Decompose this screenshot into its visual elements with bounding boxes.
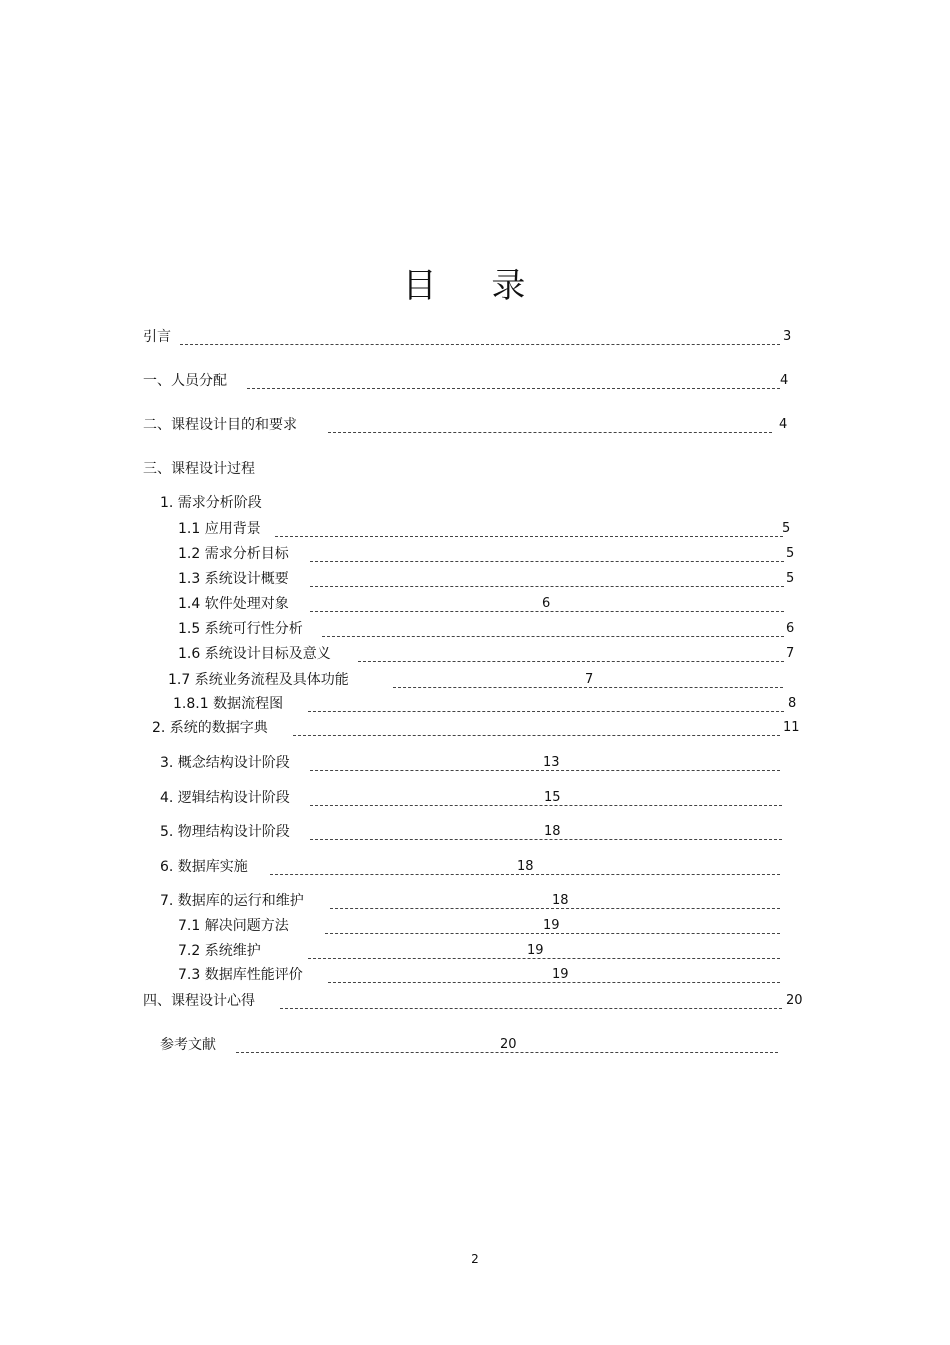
page-number: 2 [471, 1252, 479, 1266]
toc-entry-label: 一、人员分配 [143, 373, 227, 389]
toc-entry[interactable] [160, 823, 860, 843]
toc-dot-leader [310, 586, 784, 587]
toc-entry[interactable] [152, 719, 860, 739]
toc-entry-label: 1.3 系统设计概要 [178, 571, 289, 587]
toc-entry-page: 6 [542, 596, 551, 611]
toc-entry-label: 1. 需求分析阶段 [160, 495, 262, 511]
toc-entry-label: 1.2 需求分析目标 [178, 546, 289, 562]
toc-entry-label: 1.6 系统设计目标及意义 [178, 646, 331, 662]
toc-dot-leader [275, 536, 783, 537]
toc-entry-page: 18 [552, 893, 569, 908]
toc-entry-page: 19 [543, 918, 560, 933]
toc-entry-label: 1.4 软件处理对象 [178, 596, 289, 612]
toc-entry-label: 7.1 解决问题方法 [178, 918, 289, 934]
toc-entry-label: 3. 概念结构设计阶段 [160, 755, 290, 771]
toc-entry-page: 4 [779, 417, 788, 432]
toc-entry-page: 5 [786, 571, 795, 586]
toc-entry[interactable] [178, 595, 860, 615]
toc-entry[interactable] [168, 671, 860, 691]
toc-entry-page: 6 [786, 621, 795, 636]
toc-entry-label: 二、课程设计目的和要求 [143, 417, 297, 433]
toc-entry-label: 7.3 数据库性能评价 [178, 967, 303, 983]
toc-entry-label: 1.8.1 数据流程图 [173, 696, 284, 712]
toc-entry-label: 2. 系统的数据字典 [152, 720, 268, 736]
toc-entry[interactable] [143, 372, 860, 392]
toc-entry-label: 1.7 系统业务流程及具体功能 [168, 672, 349, 688]
toc-entry-label: 1.1 应用背景 [178, 521, 261, 537]
toc-dot-leader [310, 561, 784, 562]
toc-entry[interactable] [143, 416, 860, 436]
toc-entry-page: 13 [543, 755, 560, 770]
toc-entry[interactable] [178, 545, 860, 565]
toc-dot-leader [328, 432, 772, 433]
toc-title: 目 录 [402, 266, 548, 306]
toc-dot-leader [180, 344, 780, 345]
toc-entry-page: 7 [585, 672, 594, 687]
toc-entry[interactable] [160, 892, 860, 912]
toc-dot-leader [247, 388, 780, 389]
toc-entry-label: 6. 数据库实施 [160, 859, 248, 875]
toc-entry-label: 5. 物理结构设计阶段 [160, 824, 290, 840]
toc-entry[interactable] [178, 520, 860, 540]
toc-entry-page: 8 [788, 696, 797, 711]
toc-entry[interactable] [160, 1036, 860, 1056]
toc-entry[interactable] [178, 620, 860, 640]
toc-entry-label: 参考文献 [160, 1037, 216, 1053]
toc-entry[interactable] [178, 645, 860, 665]
toc-entry-label: 4. 逻辑结构设计阶段 [160, 790, 290, 806]
toc-entry-label: 引言 [143, 329, 171, 345]
toc-entry-page: 20 [500, 1037, 517, 1052]
toc-entry[interactable] [178, 942, 860, 962]
toc-entry-page: 11 [783, 720, 800, 735]
toc-entry-label: 7.2 系统维护 [178, 943, 261, 959]
toc-entry-page: 7 [786, 646, 795, 661]
toc-dot-leader [293, 735, 780, 736]
toc-entry[interactable] [178, 966, 860, 986]
toc-entry-page: 3 [783, 329, 792, 344]
toc-entry[interactable] [160, 789, 860, 809]
toc-entry[interactable] [173, 695, 860, 715]
toc-entry[interactable] [143, 460, 860, 480]
toc-entry-page: 5 [786, 546, 795, 561]
toc-entry-page: 18 [544, 824, 561, 839]
toc-entry-page: 5 [782, 521, 791, 536]
toc-entry-page: 15 [544, 790, 561, 805]
toc-entry[interactable] [143, 328, 860, 348]
toc-entry-label: 7. 数据库的运行和维护 [160, 893, 304, 909]
toc-entry-label: 三、课程设计过程 [143, 461, 255, 477]
toc-dot-leader [322, 636, 784, 637]
toc-entry-page: 20 [786, 993, 803, 1008]
toc-entry-page: 19 [527, 943, 544, 958]
toc-dot-leader [308, 711, 784, 712]
toc-entry[interactable] [160, 754, 860, 774]
toc-entry[interactable] [160, 494, 860, 514]
toc-entry-page: 19 [552, 967, 569, 982]
toc-entry-page: 18 [517, 859, 534, 874]
toc-dot-leader [358, 661, 784, 662]
toc-entry-label: 四、课程设计心得 [143, 993, 255, 1009]
toc-entry[interactable] [178, 917, 860, 937]
toc-entry[interactable] [143, 992, 860, 1012]
toc-entry[interactable] [160, 858, 860, 878]
toc-entry-label: 1.5 系统可行性分析 [178, 621, 303, 637]
toc-entry-page: 4 [780, 373, 789, 388]
toc-entry[interactable] [178, 570, 860, 590]
toc-dot-leader [308, 958, 780, 959]
toc-dot-leader [280, 1008, 782, 1009]
